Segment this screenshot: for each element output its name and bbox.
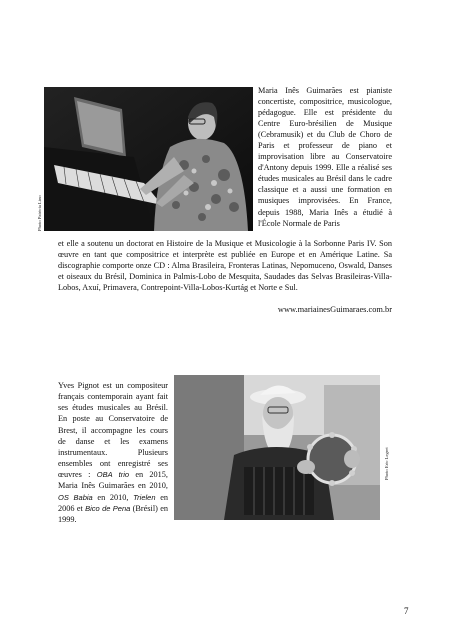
album-bico-de-pena: Bico de Pena xyxy=(85,503,131,513)
website-link[interactable]: www.mariainesGuimaraes.com.br xyxy=(277,305,392,314)
album-trielen: Trielen xyxy=(133,492,156,502)
pianist-photo-image xyxy=(44,87,253,231)
photo-credit-1: Photo Patricia Lino xyxy=(37,195,42,231)
bio1-side-text: Maria Inês Guimarães est pianiste concertiste, compositrice, musicologue, pédagogue. Elle est présidente du Centre Euro-brésilien de Musique (Cebramusik) et du Club de Choro de Paris et professeur de piano et improvisation libre au Conservatoire d'Antony depuis 1999. Elle a réalisé ses études musicales au Brésil dans le cadre classique et a aussi une formation en musiques improvisées. En France, depuis 1988, Maria Inês a étudié à l'École Normale de Paris xyxy=(258,86,392,228)
page-number: 7 xyxy=(404,606,409,616)
bio2-segment-3: en 2010, xyxy=(92,492,129,502)
bio2-segment-4: en 2006 et xyxy=(58,492,168,513)
accordion-photo-image xyxy=(174,375,380,520)
bio1-full-text: et elle a soutenu un doctorat en Histoire de la Musique et Musicologie à la Sorbonne Paris IV. Son œuvre en tant que compositrice et interprète est publiée en Europe et en Amérique Latine. Sa discographie comporte onze CD : Alma Brasileira, Fronteras Latinas, Nepomuceno, Oswald, Danses et oiseaux du Brésil, Dominica in Palmis-Lobo de Mesquita, Saudades das Selvas Brasileiras-Villa-Lobos, Axuí, Primavera, Contrepoint-Villa-Lobos-Kurtág et Norte e Sul. xyxy=(58,239,392,293)
pianist-photo xyxy=(44,87,253,231)
accordion-photo xyxy=(174,375,380,520)
album-os-babia: OS Babia xyxy=(58,492,93,502)
bio2-text xyxy=(58,380,168,525)
bio2-intro: Yves Pignot est un compositeur français contemporain ayant fait ses études musicales au Brésil. En poste au Conservatoire de Brest, il accompagne les cours de danse et les examens instrumentaux. Plusieurs ensembles ont enregistré ses œuvres : xyxy=(58,381,168,480)
bio2-segment-2: en 2015, Maria Inês Guimarães en 2010, xyxy=(58,470,168,491)
photo-credit-2: Photo Eric Legret xyxy=(384,447,389,480)
album-oba-trio: OBA trio xyxy=(96,470,130,480)
bio2-segment-5: (Brésil) en 1999. xyxy=(58,503,168,524)
